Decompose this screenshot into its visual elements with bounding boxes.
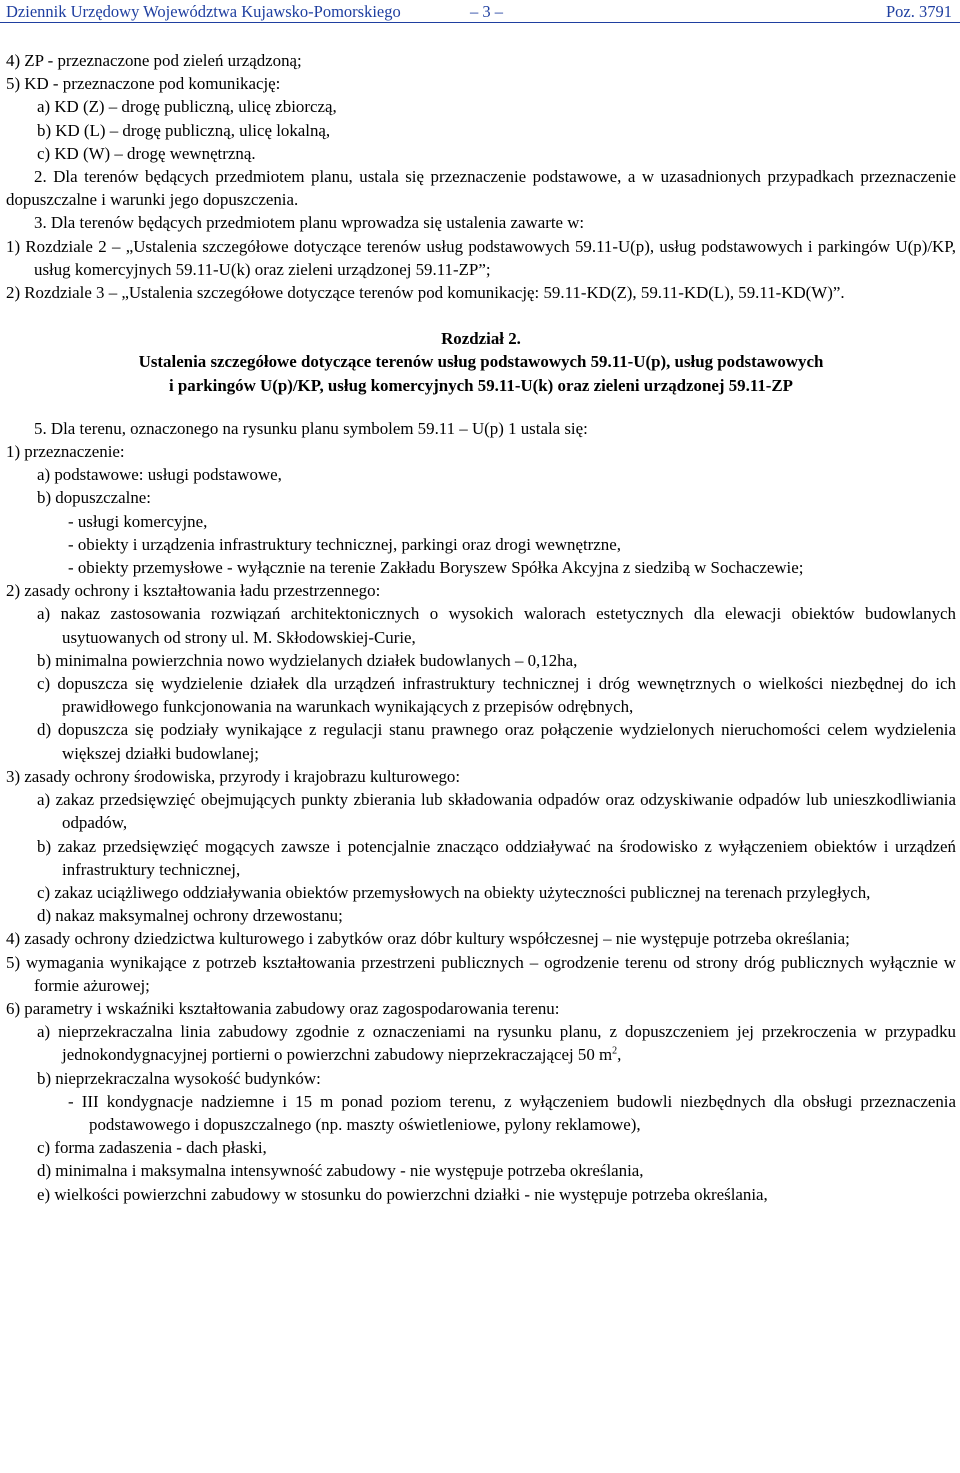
chapter-title-line1: Ustalenia szczegółowe dotyczące terenów usług podstawowych 59.11-U(p), usług podstawowych bbox=[138, 352, 824, 372]
superscript: 2 bbox=[612, 1045, 618, 1057]
section-subitem: b) zakaz przedsięwzięć mogących zawsze i potencjalnie znacząco oddziaływać na środowisko z wyłączeniem obiektów i urządzeń infrastruktury technicznej, bbox=[37, 836, 956, 879]
section-item-1: 1) przeznaczenie: bbox=[6, 442, 125, 462]
section-subitem: a) nakaz zastosowania rozwiązań architektonicznych o wysokich walorach estetycznych dla elewacji obiektów budowlanych usytuowanych od strony ul. M. Skłodowskiej-Curie, bbox=[37, 604, 956, 647]
section-item-5: 5) wymagania wynikające z potrzeb kształtowania przestrzeni publicznych – ogrodzenie terenu od strony dróg publicznych wyłącznie w formie ażurowej; bbox=[6, 952, 956, 995]
section-subitem: c) forma zadaszenia - dach płaski, bbox=[37, 1138, 267, 1158]
section-subitem: c) zakaz uciążliwego oddziaływania obiektów przemysłowych na obiekty użyteczności publicznej na terenach przyległych, bbox=[37, 882, 871, 902]
paragraph-2: 2. Dla terenów będących przedmiotem planu, ustala się przeznaczenie podstawowe, a w uzasadnionych przypadkach przeznaczenie dopuszczalne i warunki jego dopuszczenia. bbox=[6, 167, 956, 210]
list-subitem: a) KD (Z) – drogę publiczną, ulicę zbiorczą, bbox=[37, 97, 337, 117]
dash-item: - obiekty przemysłowe - wyłącznie na terenie Zakładu Boryszew Spółka Akcyjna z siedzibą w Sochaczewie; bbox=[68, 558, 804, 578]
journal-title: Dziennik Urzędowy Województwa Kujawsko-Pomorskiego bbox=[6, 2, 401, 21]
subitem-end: , bbox=[617, 1045, 622, 1065]
chapter-title-line2: i parkingów U(p)/KP, usług komercyjnych 59.11-U(k) oraz zieleni urządzonej 59.11-ZP bbox=[168, 375, 793, 395]
section-item-4: 4) zasady ochrony dziedzictwa kulturowego i zabytków oraz dóbr kultury współczesnej – nie występuje potrzeba określania; bbox=[6, 929, 850, 949]
section-subitem bbox=[6, 1020, 956, 1066]
section-item-6: 6) parametry i wskaźniki kształtowania zabudowy oraz zagospodarowania terenu: bbox=[6, 998, 560, 1018]
document-body bbox=[6, 49, 956, 1206]
paragraph-3-item: 2) Rozdziale 3 – „Ustalenia szczegółowe dotyczące terenów pod komunikację: 59.11-KD(Z), 59.11-KD(L), 59.11-KD(W)”. bbox=[6, 283, 845, 303]
section-subitem: d) nakaz maksymalnej ochrony drzewostanu; bbox=[37, 906, 343, 926]
section-subitem: d) minimalna i maksymalna intensywność zabudowy - nie występuje potrzeba określania, bbox=[37, 1161, 644, 1181]
paragraph-3-intro: 3. Dla terenów będących przedmiotem planu wprowadza się ustalenia zawarte w: bbox=[34, 213, 585, 233]
dash-item: - III kondygnacje nadziemne i 15 m ponad poziom terenu, z wyłączeniem budowli niezbędnych dla obsługi przeznaczenia podstawowego i dopuszczalnego (np. maszty oświetleniowe, pylony reklamowe), bbox=[68, 1091, 956, 1134]
section-subitem: b) nieprzekraczalna wysokość budynków: bbox=[37, 1068, 321, 1088]
section-item-3: 3) zasady ochrony środowiska, przyrody i krajobrazu kulturowego: bbox=[6, 766, 461, 786]
position-number: Poz. 3791 bbox=[886, 2, 952, 21]
spacer bbox=[6, 304, 956, 327]
section-subitem: b) dopuszczalne: bbox=[37, 488, 151, 508]
section-5-intro: 5. Dla terenu, oznaczonego na rysunku planu symbolem 59.11 – U(p) 1 ustala się: bbox=[34, 418, 588, 438]
section-subitem: b) minimalna powierzchnia nowo wydzielanych działek budowlanych – 0,12ha, bbox=[37, 650, 578, 670]
page-header bbox=[0, 0, 960, 24]
list-item: 4) ZP - przeznaczone pod zieleń urządzoną; bbox=[6, 51, 302, 70]
section-subitem: a) podstawowe: usługi podstawowe, bbox=[37, 465, 282, 485]
list-subitem: c) KD (W) – drogę wewnętrzną. bbox=[37, 143, 256, 163]
paragraph-3-item: 1) Rozdziale 2 – „Ustalenia szczegółowe dotyczące terenów usług podstawowych 59.11-U(p), usług podstawowych i parkingów U(p)/KP, usług komercyjnych 59.11-U(k) oraz zieleni urządzonej 59.11-ZP”; bbox=[6, 236, 956, 279]
section-subitem: d) dopuszcza się podziały wynikające z regulacji stanu prawnego oraz połączenie wydzielonych nieruchomości celem wydzielenia większej działki budowlanej; bbox=[37, 720, 956, 763]
dash-item: - obiekty i urządzenia infrastruktury technicznej, parkingi oraz drogi wewnętrzne, bbox=[68, 534, 621, 554]
list-item: 5) KD - przeznaczone pod komunikację: bbox=[6, 74, 281, 94]
dash-item: - usługi komercyjne, bbox=[68, 511, 208, 531]
list-subitem: b) KD (L) – drogę publiczną, ulicę lokalną, bbox=[37, 120, 331, 140]
section-subitem: a) zakaz przedsięwzięć obejmujących punkty zbierania lub składowania odpadów oraz odzyskiwanie odpadów lub unieszkodliwiania odpadów, bbox=[37, 790, 956, 833]
subitem-text: a) nieprzekraczalna linia zabudowy zgodnie z oznaczeniami na rysunku planu, z dopuszczeniem jej przekroczenia w przypadku jednokondygnacyjnej portierni o powierzchni zabudowy nieprzekraczającej 50 m bbox=[37, 1022, 956, 1065]
spacer bbox=[6, 397, 956, 417]
section-subitem: e) wielkości powierzchni zabudowy w stosunku do powierzchni działki - nie występuje potrzeba określania, bbox=[37, 1184, 768, 1204]
chapter-number: Rozdział 2. bbox=[441, 329, 521, 349]
header-rule bbox=[0, 22, 960, 23]
page-number: – 3 – bbox=[470, 2, 503, 21]
section-item-2: 2) zasady ochrony i kształtowania ładu przestrzennego: bbox=[6, 581, 381, 601]
section-subitem: c) dopuszcza się wydzielenie działek dla urządzeń infrastruktury technicznej i dróg wewnętrznych o wielkości niezbędnej do ich prawidłowego funkcjonowania na warunkach wynikających z przepisów odrębnych, bbox=[37, 674, 956, 717]
